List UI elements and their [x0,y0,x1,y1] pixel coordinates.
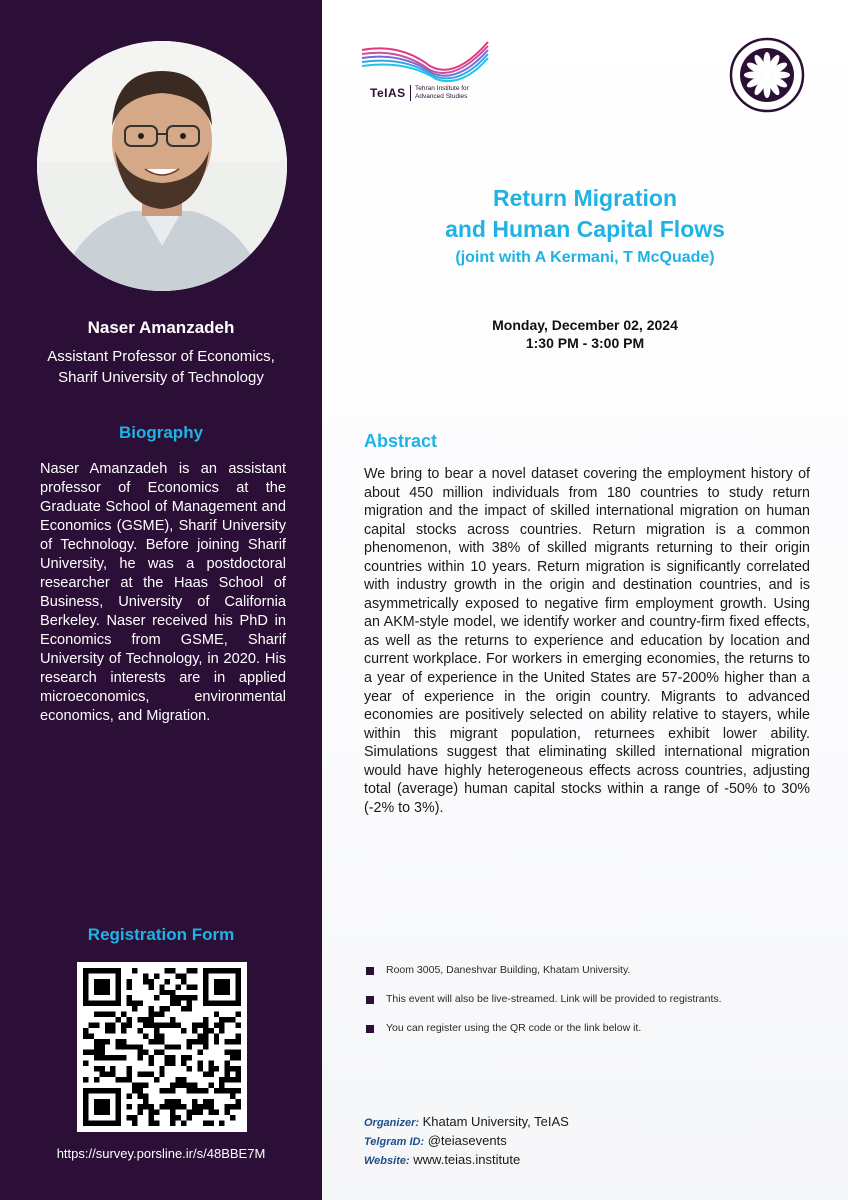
abstract-text: We bring to bear a novel dataset covering the employment history of about 450 million individuals from 180 countries to study return migration and the impact of skilled international migration on human capital stocks across countries. Return migration is a common phenomenon, with 38% of skilled migrants returning to their origin countries within 10 years. Return migration is significantly correlated with industry growth in the origin and destination countries, and is asymmetrically exposed to negative firm employment growth. Using an AKM-style model, we identify worker and country-firm fixed effects, as well as the returns to experience and education by location and current workplace. For workers in emerging economies, the returns to a year of experience in the United States are 57-200% higher than a year of experience in the origin country. Migrants to advanced economies are positively selected on ability relative to stayers, while within this migrant population, returnees exhibit lower ability. Simulations suggest that eliminating skilled international migration would have highly heterogeneous effects across countries, adjusting total (average) human capital stocks within a range of -50% to 30% (-2% to 3%). [364,466,810,816]
biography-text: Naser Amanzadeh is an assistant professor of Economics at the Graduate School of Management and Economics (GSME), Sharif University of Technology. Before joining Sharif University, he was a postdoctoral researcher at the Haas School of Business, University of California Berkeley. Naser received his PhD in Economics from GSME, Sharif University of Technology, in 2020. His research interests are in applied microeconomics, environmental economics, and Migration. [40,461,286,724]
event-info-list [364,964,804,1051]
registration-qr-code[interactable] [77,962,247,1132]
info-register-text: You can register using the QR code or the link below it. [386,1022,642,1034]
khatam-university-logo [729,37,805,113]
info-register [364,1022,804,1051]
telegram-value[interactable]: @teiasevents [427,1133,507,1148]
telegram-label: Telgram ID: [364,1136,425,1148]
talk-title [322,183,848,245]
square-bullet-icon [366,1025,374,1033]
registration-heading: Registration Form [87,925,235,944]
abstract-heading: Abstract [364,431,438,451]
organizer-value: Khatam University, TeIAS [422,1114,569,1129]
speaker-affiliation: Sharif University of Technology [58,369,264,386]
talk-title-line1: Return Migration [493,185,677,211]
square-bullet-icon [366,967,374,975]
info-location-text: Room 3005, Daneshvar Building, Khatam University. [386,964,631,976]
talk-coauthors: (joint with A Kermani, T McQuade) [455,249,715,266]
square-bullet-icon [366,996,374,1004]
organizer-row [364,1113,569,1132]
website-row [364,1151,569,1170]
contact-info [364,1113,569,1170]
talk-schedule [322,316,848,352]
talk-date: Monday, December 02, 2024 [492,317,678,333]
telegram-row [364,1132,569,1151]
talk-title-line2: and Human Capital Flows [445,216,725,242]
speaker-title [0,346,322,388]
teias-subtitle-line1: Tehran Institute for [415,85,469,92]
speaker-position: Assistant Professor of Economics, [47,348,275,365]
biography-heading: Biography [118,423,204,442]
registration-link[interactable]: https://survey.porsline.ir/s/48BBE7M [56,1146,266,1161]
speaker-name: Naser Amanzadeh [87,318,235,337]
teias-subtitle [410,85,469,101]
talk-time: 1:30 PM - 3:00 PM [525,335,645,351]
teias-wordmark: TeIAS [370,86,406,100]
info-livestream-text: This event will also be live-streamed. Link will be provided to registrants. [386,993,722,1005]
organizer-label: Organizer: [364,1117,420,1129]
info-livestream [364,993,804,1022]
speaker-photo [37,41,287,291]
website-link[interactable]: www.teias.institute [413,1152,521,1167]
teias-subtitle-line2: Advanced Studies [415,93,468,100]
website-label: Website: [364,1155,410,1167]
info-location [364,964,804,993]
speaker-panel [0,0,322,1200]
